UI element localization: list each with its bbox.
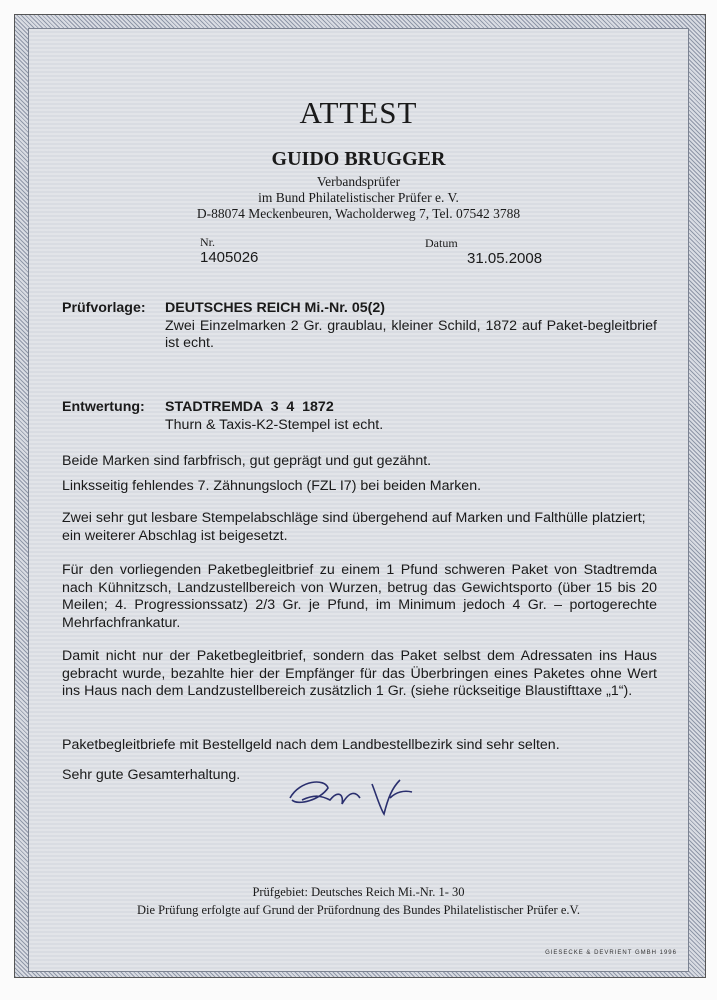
examiner-role: Verbandsprüfer [316, 174, 401, 189]
paragraph: Zwei sehr gut lesbare Stempelabschläge sind übergehend auf Marken und Falthülle platziert; ein weiterer Abschlag ist beigesetzt. [62, 510, 646, 544]
paragraph: Für den vorliegenden Paketbegleitbrief zu einem 1 Pfund schweren Paket von Stadtremda nach Kühnitzsch, Landzustellbereich von Wurzen, betrug das Gewichtsporto (über 15 bis 20 Meilen; 4. Progressionssatz) 2/3 Gr. je Pfund, im Minimum jedoch 4 Gr. – portogerechte Mehrfachfrankatur. [62, 562, 657, 631]
field-text: Zwei Einzelmarken 2 Gr. graublau, kleiner Schild, 1872 auf Paket-begleitbrief ist echt. [165, 317, 657, 352]
field-value-entwertung [165, 399, 657, 434]
nr-label: Nr. [200, 235, 215, 249]
field-label-entwertung: Entwertung: [62, 399, 145, 415]
paragraph: Beide Marken sind farbfrisch, gut geprägt und gut gezähnt. [62, 453, 432, 469]
examiner-name: GUIDO BRUGGER [271, 148, 446, 170]
paragraph: Paketbegleitbriefe mit Bestellgeld nach dem Landbestellbezirk sind sehr selten. [62, 737, 560, 753]
signature-stroke [290, 780, 412, 814]
field-text: Thurn & Taxis-K2-Stempel ist echt. [165, 416, 384, 433]
field-title: DEUTSCHES REICH Mi.-Nr. 05(2) [165, 300, 385, 316]
examination-basis: Die Prüfung erfolgte auf Grund der Prüfordnung des Bundes Philatelistischer Prüfer e.V. [136, 903, 581, 917]
signature [280, 770, 420, 820]
certificate-number: 1405026 [200, 249, 259, 266]
examination-scope: Prüfgebiet: Deutsches Reich Mi.-Nr. 1- 30 [252, 885, 465, 899]
examiner-address: D-88074 Meckenbeuren, Wacholderweg 7, Tel. 07542 3788 [196, 206, 521, 221]
certificate-title: ATTEST [299, 95, 418, 130]
printer-imprint: GIESECKE & DEVRIENT GMBH 1996 [545, 950, 677, 956]
date-label: Datum [425, 236, 458, 250]
paragraph: Linksseitig fehlendes 7. Zähnungsloch (FZL I7) bei beiden Marken. [62, 478, 482, 494]
paragraph: Sehr gute Gesamterhaltung. [62, 767, 241, 783]
field-title: STADTREMDA 3 4 1872 [165, 399, 334, 415]
field-label-pruefvorlage: Prüfvorlage: [62, 300, 146, 316]
examiner-association: im Bund Philatelistischer Prüfer e. V. [258, 190, 459, 205]
field-value-pruefvorlage [165, 300, 657, 353]
paragraph: Damit nicht nur der Paketbegleitbrief, sondern das Paket selbst dem Adressaten ins Haus gebracht wurde, bezahlte hier der Empfänger für das Überbringen eines Paketes ohne Wert ins Haus nach dem Landzustellbereich zusätzlich 1 Gr. (siehe rückseitige Blaustifttaxe „1“). [62, 648, 657, 700]
certificate-date: 31.05.2008 [467, 250, 543, 267]
